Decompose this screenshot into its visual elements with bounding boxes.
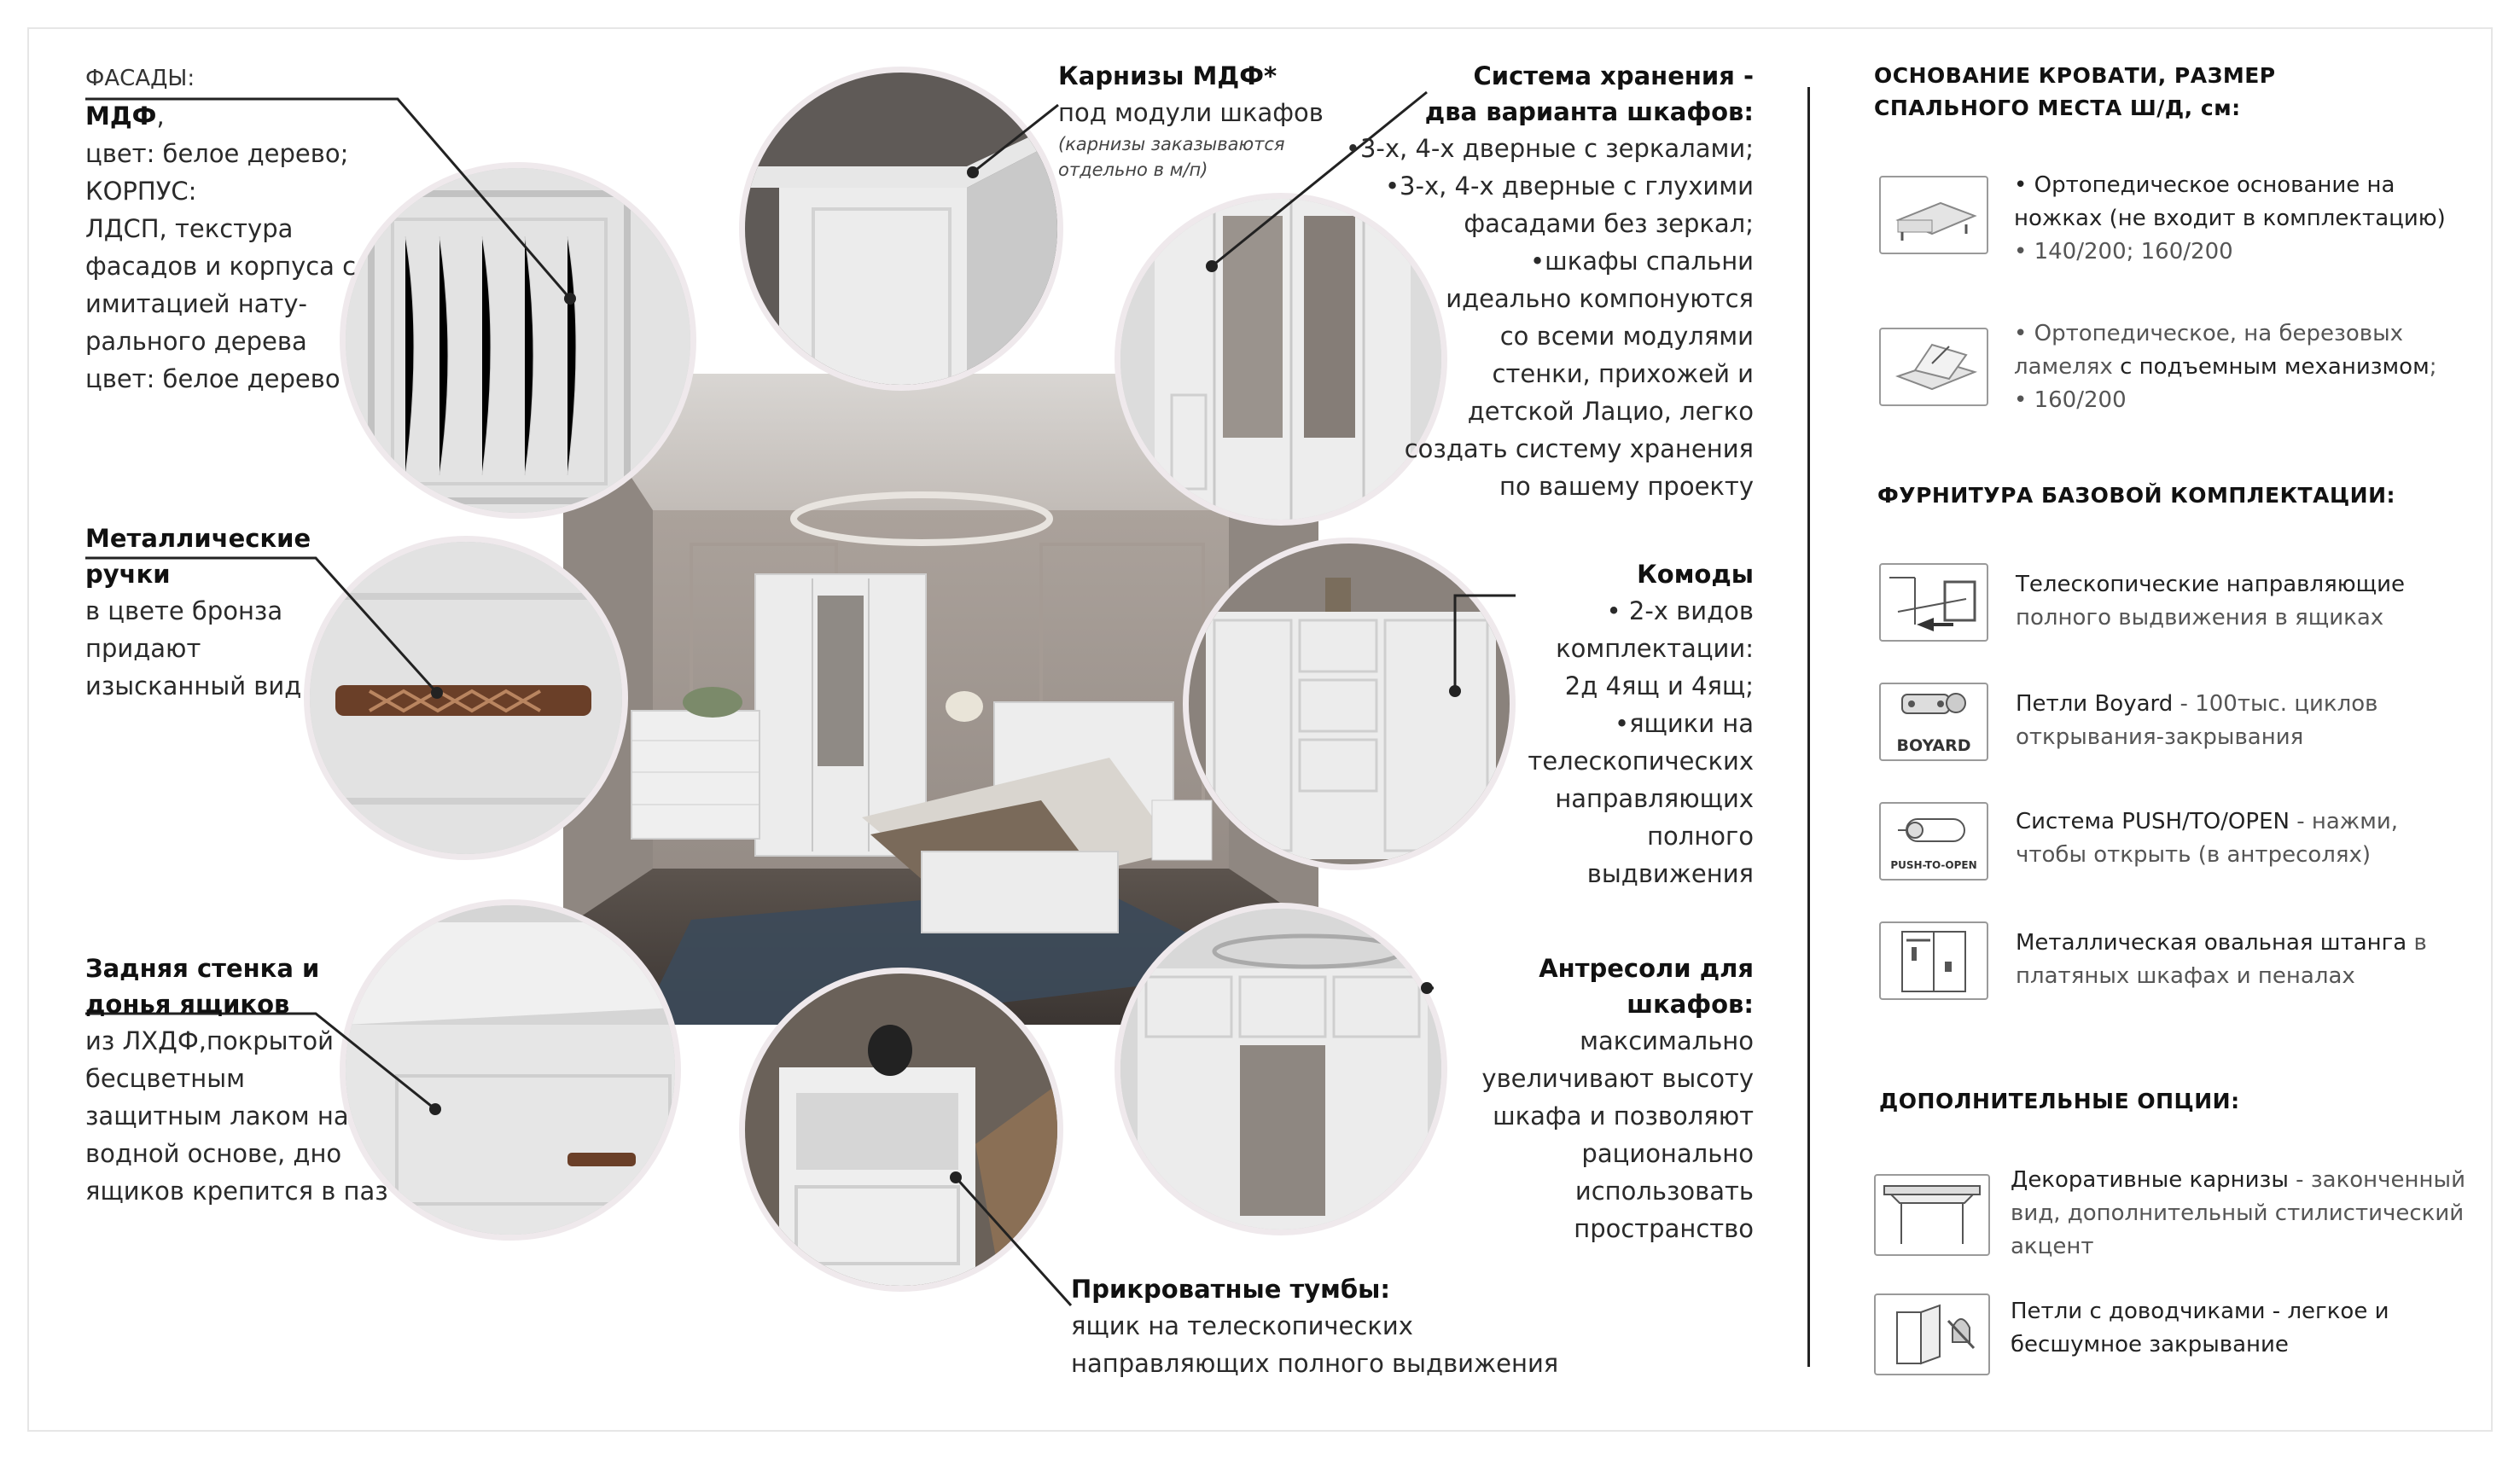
fittings-title: ФУРНИТУРА БАЗОВОЙ КОМПЛЕКТАЦИИ: bbox=[1877, 483, 2395, 508]
hinge-icon bbox=[1879, 683, 1988, 761]
bed-item-2: • Ортопедическое, на березовых ламелях с подъемным механизмом; • 160/200 bbox=[2014, 321, 2437, 413]
option-item-2: Петли с доводчиками - легкое и бесшумное закрывание bbox=[2011, 1299, 2389, 1357]
cornice-icon bbox=[1874, 1174, 1990, 1256]
facades-block: ФАСАДЫ: МДФ, цвет: белое дерево; КОРПУС: ЛДСП, текстура фасадов и корпуса с имитацией нату- рального дерева цвет: белое дерево bbox=[85, 60, 356, 398]
options-title: ДОПОЛНИТЕЛЬНЫЕ ОПЦИИ: bbox=[1879, 1089, 2240, 1113]
bedside-title: Прикроватные тумбы: bbox=[1071, 1275, 1390, 1304]
option-item-1: Декоративные карнизы - законченный вид, дополнительный стилистический акцент bbox=[2011, 1167, 2465, 1259]
handles-title: Металлические bbox=[85, 524, 311, 553]
backwall-title: Задняя стенка и bbox=[85, 954, 320, 983]
drawer-slide-icon bbox=[1879, 563, 1988, 642]
dressers-block: Комоды • 2-х видов комплектации: 2д 4ящ и 4ящ; •ящики на телескопических направляющих полного выдвижения bbox=[1451, 556, 1754, 892]
bedside-block: Прикроватные тумбы: ящик на телескопических направляющих полного выдвижения bbox=[1071, 1271, 1558, 1382]
bed-lift-icon bbox=[1879, 328, 1988, 406]
bed-base-title: ОСНОВАНИЕ КРОВАТИ, РАЗМЕР СПАЛЬНОГО МЕСТА Ш/Д, см: bbox=[1874, 63, 2276, 120]
bed-item-1: • Ортопедическое основание на ножках (не входит в комплектацию) • 140/200; 160/200 bbox=[2014, 172, 2446, 264]
storage-block: Система хранения - два варианта шкафов: •3-х, 4-х дверные с зеркалами; •3-х, 4-х дверные с глухими фасадами без зеркал; •шкафы спальни идеально компонуются со всеми модулями стенки, прихожей и детской Лацио, легко создать систему хранения по вашему проекту bbox=[1306, 58, 1754, 505]
storage-title: Система хранения - bbox=[1473, 61, 1754, 90]
push-to-open-icon bbox=[1879, 802, 1988, 881]
bed-legs-icon bbox=[1879, 176, 1988, 254]
fitting-item-2: Петли Boyard - 100тыс. циклов открывания-закрывания bbox=[2016, 691, 2378, 750]
fitting-item-1: Телескопические направляющие полного выдвижения в ящиках bbox=[2016, 572, 2406, 631]
wardrobe-rod-icon bbox=[1879, 921, 1988, 1000]
boyard-icon-label: BOYARD bbox=[1896, 736, 1971, 755]
dressers-title: Комоды bbox=[1637, 560, 1754, 589]
cornices-title: Карнизы МДФ* bbox=[1058, 61, 1277, 90]
panel-divider bbox=[1807, 87, 1810, 1367]
soft-close-hinge-icon bbox=[1874, 1293, 1990, 1375]
handles-block: Металлические ручки в цвете бронза придают изысканный вид bbox=[85, 520, 311, 705]
facades-mdf: МДФ bbox=[85, 102, 157, 131]
fitting-item-3: Система PUSH/TO/OPEN - нажми, чтобы открыть (в антресолях) bbox=[2016, 809, 2398, 868]
mezzanine-block: Антресоли для шкафов: максимально увеличивают высоту шкафа и позволяют рационально использовать пространство bbox=[1434, 950, 1754, 1247]
facades-label: ФАСАДЫ: bbox=[85, 66, 195, 91]
mezzanine-title: Антресоли для bbox=[1539, 954, 1754, 983]
fitting-item-4: Металлическая овальная штанга в платяных шкафах и пеналах bbox=[2016, 930, 2427, 989]
backwall-block: Задняя стенка и донья ящиков из ЛХДФ,покрытой бесцветным защитным лаком на водной основе, дно ящиков крепится в паз bbox=[85, 950, 388, 1210]
push-to-open-label: PUSH-TO-OPEN bbox=[1890, 859, 1977, 871]
cornices-block: Карнизы МДФ* под модули шкафов (карнизы заказываются отдельно в м/п) bbox=[1058, 58, 1324, 183]
